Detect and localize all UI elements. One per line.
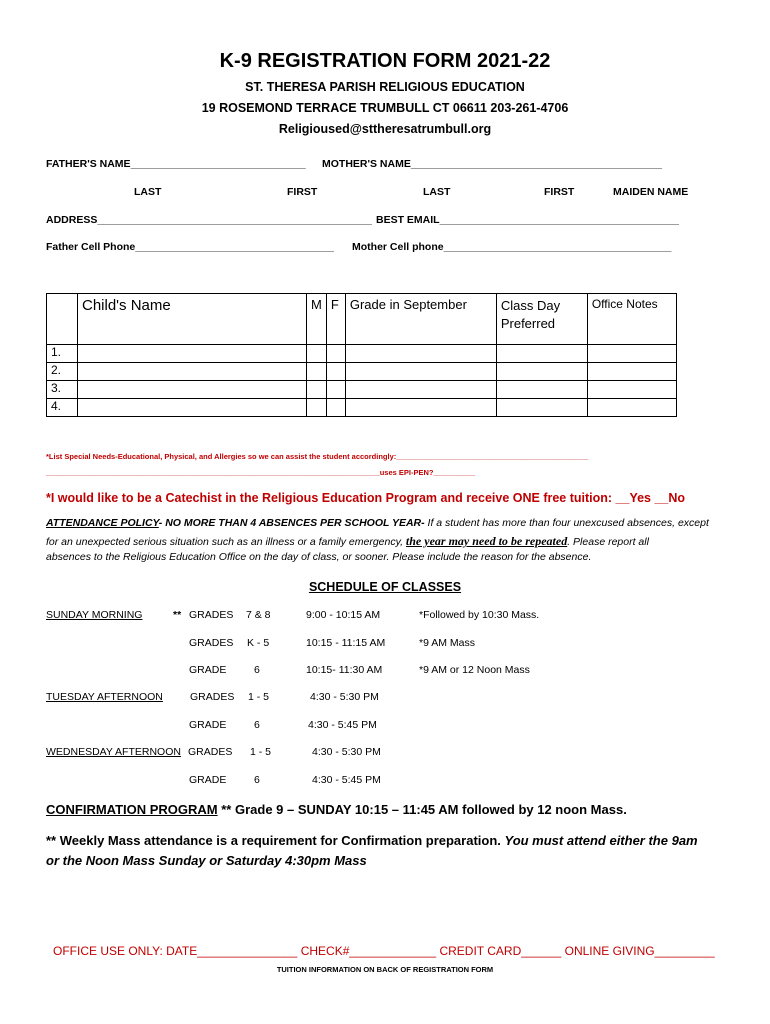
mass-requirement-line-2: or the Noon Mass Sunday or Saturday 4:30pm Mass — [46, 853, 367, 868]
row-number: 3. — [47, 381, 78, 399]
attendance-label: ATTENDANCE POLICY — [46, 517, 159, 529]
schedule-grades: 6 — [254, 719, 260, 731]
child-name-cell[interactable] — [78, 345, 307, 363]
schedule-day: TUESDAY AFTERNOON — [46, 691, 163, 703]
table-row — [47, 345, 677, 363]
grade-header: Grade in September — [345, 294, 496, 345]
confirmation-label: CONFIRMATION PROGRAM — [46, 802, 218, 817]
father-last-label: LAST — [134, 186, 162, 198]
class-day-header: Class Day Preferred — [496, 294, 587, 345]
row-number: 4. — [47, 399, 78, 417]
class-day-cell[interactable] — [496, 363, 587, 381]
repeat-warning: the year may need to be repeated — [405, 534, 568, 548]
org-email: Religioused@sttheresatrumbull.org — [278, 122, 492, 136]
grade-cell[interactable] — [345, 363, 496, 381]
father-cell-label: Father Cell Phone__________________________________ — [46, 241, 334, 253]
epipen-text: ________________________________________________________________________________uses EPI-PEN?__________ — [46, 468, 476, 477]
schedule-grades: 1 - 5 — [248, 691, 270, 703]
office-notes-cell — [587, 363, 676, 381]
best-email-label: BEST EMAIL_________________________________________ — [376, 214, 680, 226]
schedule-time: 10:15- 11:30 AM — [306, 664, 383, 676]
org-name: ST. THERESA PARISH RELIGIOUS EDUCATION — [245, 80, 525, 94]
schedule-grades: K - 5 — [247, 637, 270, 649]
class-day-cell[interactable] — [496, 345, 587, 363]
row-number-header — [47, 294, 78, 345]
schedule-grades: 6 — [254, 664, 260, 676]
grade-cell[interactable] — [345, 345, 496, 363]
female-cell[interactable] — [326, 363, 345, 381]
schedule-note: *9 AM or 12 Noon Mass — [419, 664, 530, 676]
mother-name-label: MOTHER'S NAME___________________________________________ — [322, 158, 662, 170]
child-name-cell[interactable] — [78, 381, 307, 399]
children-table — [46, 293, 677, 417]
mother-cell-label: Mother Cell phone_______________________________________ — [352, 241, 672, 253]
female-cell[interactable] — [326, 399, 345, 417]
schedule-grade-label: GRADES — [189, 609, 234, 621]
grade-cell[interactable] — [345, 399, 496, 417]
schedule-grades: 6 — [254, 774, 260, 786]
schedule-grades: 7 & 8 — [246, 609, 271, 621]
schedule-time: 4:30 - 5:45 PM — [308, 719, 377, 731]
schedule-day: WEDNESDAY AFTERNOON — [46, 746, 181, 758]
office-use-line: OFFICE USE ONLY: DATE_______________ CHECK#_____________ CREDIT CARD______ ONLINE GIVING_________ — [53, 944, 715, 958]
child-name-cell[interactable] — [78, 363, 307, 381]
class-day-cell[interactable] — [496, 381, 587, 399]
schedule-time: 4:30 - 5:30 PM — [312, 746, 381, 758]
tuition-footer: TUITION INFORMATION ON BACK OF REGISTRATION FORM — [276, 965, 494, 974]
male-cell[interactable] — [307, 381, 327, 399]
address-label: ADDRESS_______________________________________________ — [46, 214, 372, 226]
schedule-grade-label: GRADES — [188, 746, 233, 758]
schedule-grade-label: GRADES — [190, 691, 235, 703]
confirmation-line: CONFIRMATION PROGRAM ** Grade 9 – SUNDAY 10:15 – 11:45 AM followed by 12 noon Mass. — [46, 802, 627, 817]
schedule-title: SCHEDULE OF CLASSES — [308, 580, 462, 594]
father-name-label: FATHER'S NAME______________________________ — [46, 158, 306, 170]
org-address: 19 ROSEMOND TERRACE TRUMBULL CT 06611 203-261-4706 — [201, 101, 569, 115]
grade-cell[interactable] — [345, 381, 496, 399]
office-notes-cell — [587, 381, 676, 399]
child-name-header: Child's Name — [78, 294, 307, 345]
office-notes-header: Office Notes — [587, 294, 676, 345]
mother-first-label: FIRST — [544, 186, 575, 198]
male-cell[interactable] — [307, 363, 327, 381]
maiden-name-label: MAIDEN NAME — [613, 186, 689, 198]
attendance-line-2: for an unexpected serious situation such as an illness or a family emergency, the year may need to be repeated. Please report all — [46, 534, 649, 548]
row-number: 1. — [47, 345, 78, 363]
office-notes-cell — [587, 399, 676, 417]
schedule-note: *Followed by 10:30 Mass. — [419, 609, 540, 621]
table-row — [47, 399, 677, 417]
schedule-time: 10:15 - 11:15 AM — [306, 637, 386, 649]
schedule-grades: 1 - 5 — [250, 746, 272, 758]
schedule-grade-label: GRADE — [189, 719, 227, 731]
male-cell[interactable] — [307, 399, 327, 417]
schedule-grade-label: GRADES — [189, 637, 234, 649]
male-header: M — [307, 294, 327, 345]
attendance-line-3: absences to the Religious Education Office on the day of class, or sooner. Please include the reason for the absence. — [46, 551, 592, 563]
child-name-cell[interactable] — [78, 399, 307, 417]
schedule-note: *9 AM Mass — [419, 637, 476, 649]
catechist-text: *I would like to be a Catechist in the Religious Education Program and receive ONE free tuition: __Yes __No — [46, 491, 686, 505]
female-cell[interactable] — [326, 381, 345, 399]
schedule-day: SUNDAY MORNING — [46, 609, 143, 621]
office-notes-cell — [587, 345, 676, 363]
schedule-grade-label: GRADE — [189, 664, 227, 676]
schedule-time: 9:00 - 10:15 AM — [306, 609, 381, 621]
male-cell[interactable] — [307, 345, 327, 363]
schedule-grade-label: GRADE — [189, 774, 227, 786]
female-header: F — [326, 294, 345, 345]
schedule-time: 4:30 - 5:30 PM — [310, 691, 379, 703]
schedule-prefix: ** — [173, 609, 182, 621]
mother-last-label: LAST — [423, 186, 451, 198]
mass-requirement-line-1: ** Weekly Mass attendance is a requirement for Confirmation preparation. You must attend either the 9am — [46, 833, 698, 848]
class-day-cell[interactable] — [496, 399, 587, 417]
row-number: 2. — [47, 363, 78, 381]
female-cell[interactable] — [326, 345, 345, 363]
table-row — [47, 381, 677, 399]
schedule-time: 4:30 - 5:45 PM — [312, 774, 381, 786]
father-first-label: FIRST — [287, 186, 318, 198]
table-row — [47, 363, 677, 381]
attendance-line-1: ATTENDANCE POLICY- NO MORE THAN 4 ABSENCES PER SCHOOL YEAR- If a student has more than four unexcused absences, except — [46, 517, 709, 529]
special-needs-text: *List Special Needs-Educational, Physical, and Allergies so we can assist the student accordingly:______________________________________________ — [46, 452, 589, 461]
form-title: K-9 REGISTRATION FORM 2021-22 — [219, 50, 551, 72]
